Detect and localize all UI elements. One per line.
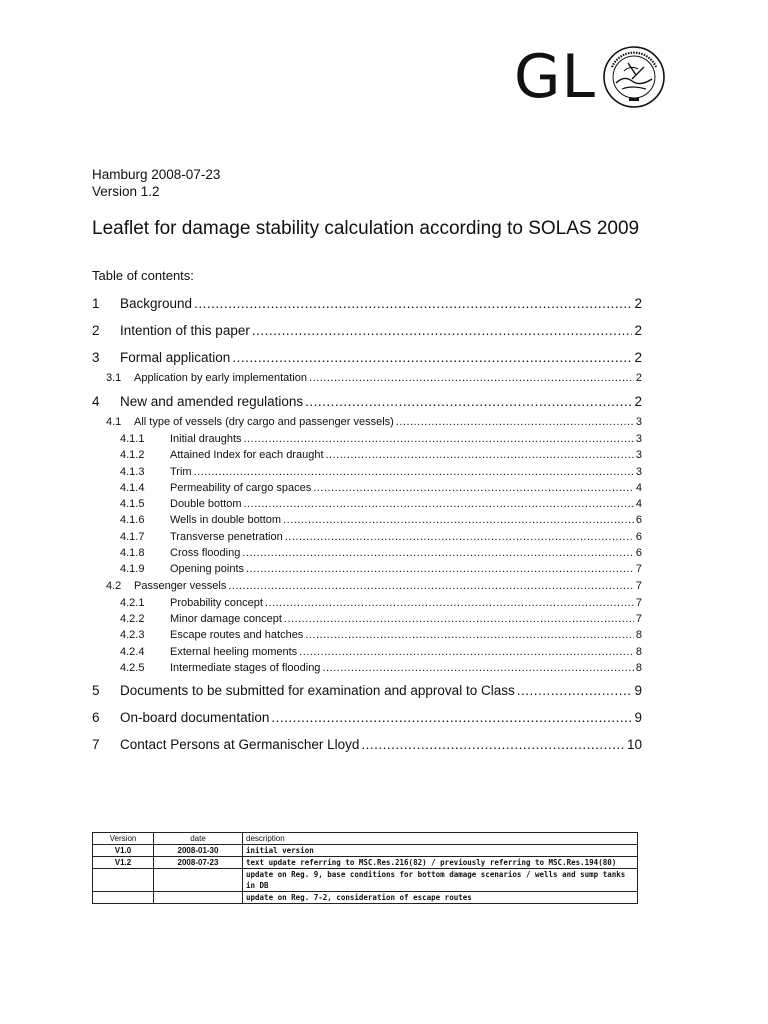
toc-entry-title: Intermediate stages of flooding <box>170 661 321 674</box>
toc-entry-title: Double bottom <box>170 498 242 511</box>
toc-entry[interactable] <box>92 480 642 496</box>
toc-entry-title: Background <box>120 296 193 311</box>
toc-entry-page: 3 <box>635 465 642 478</box>
toc-entry-title: Initial draughts <box>170 433 242 445</box>
toc-entry-title: Passenger vessels <box>134 579 227 592</box>
toc-entry-number: 4.1 <box>106 416 122 428</box>
toc-entry[interactable] <box>92 431 642 447</box>
toc-entry-page: 8 <box>635 645 642 658</box>
toc-entry-number: 4 <box>92 394 100 409</box>
toc-entry-title: Contact Persons at Germanischer Lloyd <box>120 737 360 753</box>
cell-description: text update referring to MSC.Res.216(82) / previously referring to MSC.Res.194(80) <box>243 857 638 869</box>
toc-entry-title: Trim <box>170 465 192 478</box>
toc-entry-number: 1 <box>92 296 100 311</box>
toc-entry-title: External heeling moments <box>170 645 298 658</box>
toc-dot-leader <box>232 346 632 370</box>
cell-version <box>93 869 154 892</box>
toc-entry-title: Opening points <box>170 563 244 576</box>
toc-dot-leader <box>283 512 634 528</box>
toc-entry-title: Probability concept <box>170 596 263 609</box>
toc-entry-page: 2 <box>634 323 642 338</box>
toc-entry-title: Escape routes and hatches <box>170 629 304 642</box>
toc-entry-title: All type of vessels (dry cargo and passenger vessels) <box>134 416 394 428</box>
toc-entry[interactable] <box>92 292 642 316</box>
toc-entry-page: 2 <box>634 296 642 311</box>
toc-entry[interactable] <box>92 627 642 643</box>
toc-dot-leader <box>242 545 634 561</box>
toc-entry-title: Documents to be submitted for examination and approval to Class <box>120 683 515 699</box>
toc-entry-number: 4.2 <box>106 579 122 592</box>
toc-entry-number: 7 <box>92 737 100 753</box>
gl-seal-icon <box>602 45 666 109</box>
gl-logo <box>514 44 666 110</box>
toc-dot-leader <box>305 627 634 643</box>
toc-dot-leader <box>326 447 634 463</box>
toc-dot-leader <box>361 733 625 757</box>
cell-date <box>154 892 243 904</box>
toc-entry-page: 9 <box>634 683 642 699</box>
logo-text: GL <box>514 42 596 112</box>
toc-entry[interactable] <box>92 529 642 545</box>
toc-entry[interactable] <box>92 679 642 703</box>
toc-entry-page: 6 <box>635 547 642 560</box>
toc-entry-number: 4.1.7 <box>120 530 145 543</box>
toc-entry[interactable] <box>92 464 642 480</box>
table-row <box>93 869 638 892</box>
toc-entry-page: 2 <box>635 372 642 384</box>
toc-entry[interactable] <box>92 733 642 757</box>
toc-entry[interactable] <box>92 611 642 627</box>
toc-dot-leader <box>299 644 634 660</box>
toc-entry-title: Intention of this paper <box>120 323 250 338</box>
toc-entry-title: Application by early implementation <box>134 372 308 384</box>
toc-entry-page: 6 <box>635 530 642 543</box>
toc-dot-leader <box>285 529 634 545</box>
header-description: description <box>243 833 638 845</box>
toc-entry[interactable] <box>92 644 642 660</box>
toc-entry[interactable] <box>92 496 642 512</box>
toc-entry-number: 4.1.2 <box>120 449 145 462</box>
toc-dot-leader <box>194 292 632 316</box>
toc-entry-number: 2 <box>92 323 100 338</box>
toc-entry-page: 7 <box>635 579 642 592</box>
place-date: Hamburg 2008-07-23 <box>92 167 221 182</box>
toc-entry[interactable] <box>92 370 642 387</box>
toc-dot-leader <box>284 611 634 627</box>
toc-dot-leader <box>228 578 634 595</box>
toc-entry-page: 10 <box>626 737 642 753</box>
toc-entry-title: Cross flooding <box>170 547 241 560</box>
document-meta <box>92 166 220 200</box>
toc-entry-page: 4 <box>635 498 642 511</box>
toc-dot-leader <box>322 660 633 676</box>
table-row <box>93 892 638 904</box>
cell-description: initial version <box>243 845 638 857</box>
toc-entry-number: 4.2.2 <box>120 612 145 625</box>
toc-entry-number: 4.2.5 <box>120 661 145 674</box>
toc-entry-title: Formal application <box>120 350 231 365</box>
toc-entry[interactable] <box>92 512 642 528</box>
toc-entry-number: 4.2.4 <box>120 645 145 658</box>
toc-entry-page: 3 <box>635 433 642 445</box>
toc-entry-number: 4.1.1 <box>120 433 145 445</box>
toc-entry-number: 4.2.3 <box>120 629 145 642</box>
toc-entry-number: 3 <box>92 350 100 365</box>
toc-entry[interactable] <box>92 346 642 370</box>
toc-entry-number: 5 <box>92 683 100 699</box>
toc-entry-number: 4.1.3 <box>120 465 145 478</box>
toc-dot-leader <box>246 561 634 577</box>
toc-dot-leader <box>244 431 634 447</box>
toc-entry[interactable] <box>92 545 642 561</box>
toc-entry[interactable] <box>92 414 642 431</box>
toc-entry-page: 8 <box>635 629 642 642</box>
toc-dot-leader <box>517 679 633 703</box>
toc-dot-leader <box>194 464 634 480</box>
toc-dot-leader <box>305 390 632 414</box>
version-label: Version 1.2 <box>92 184 160 199</box>
toc-dot-leader <box>271 706 632 730</box>
toc-entry-page: 2 <box>634 394 642 409</box>
cell-version <box>93 892 154 904</box>
table-row <box>93 857 638 869</box>
header-date: date <box>154 833 243 845</box>
toc-entry-page: 6 <box>635 514 642 527</box>
toc-entry-page: 9 <box>634 710 642 726</box>
toc-entry[interactable] <box>92 390 642 414</box>
toc-entry-title: Minor damage concept <box>170 612 282 625</box>
toc-entry-page: 8 <box>635 661 642 674</box>
toc-entry-title: Permeability of cargo spaces <box>170 481 312 494</box>
toc-entry-page: 4 <box>635 481 642 494</box>
toc-dot-leader <box>396 414 634 431</box>
toc-entry[interactable] <box>92 561 642 577</box>
toc-entry-page: 7 <box>635 596 642 609</box>
toc-entry-number: 4.1.5 <box>120 498 145 511</box>
toc-entry[interactable] <box>92 595 642 611</box>
toc-entry-title: Attained Index for each draught <box>170 449 324 462</box>
table-of-contents <box>92 292 642 757</box>
toc-entry[interactable] <box>92 319 642 343</box>
toc-entry-title: Transverse penetration <box>170 530 283 543</box>
table-row <box>93 845 638 857</box>
document-title: Leaflet for damage stability calculation according to SOLAS 2009 <box>92 218 640 239</box>
toc-entry-page: 3 <box>635 449 642 462</box>
table-header-row <box>93 833 638 845</box>
toc-entry-number: 4.1.8 <box>120 547 145 560</box>
header-version: Version <box>93 833 154 845</box>
cell-description: update on Reg. 9, base conditions for bottom damage scenarios / wells and sump tanks in DB <box>243 869 638 892</box>
toc-entry-number: 6 <box>92 710 100 726</box>
toc-entry[interactable] <box>92 447 642 463</box>
toc-entry-number: 4.1.9 <box>120 563 145 576</box>
toc-dot-leader <box>244 496 634 512</box>
toc-heading: Table of contents: <box>92 268 194 283</box>
cell-description: update on Reg. 7-2, consideration of escape routes <box>243 892 638 904</box>
cell-date: 2008-07-23 <box>154 857 243 869</box>
toc-entry[interactable] <box>92 578 642 595</box>
version-history-table <box>92 832 638 904</box>
toc-entry-page: 7 <box>635 612 642 625</box>
toc-entry-number: 4.1.6 <box>120 514 145 527</box>
toc-entry-number: 3.1 <box>106 372 122 384</box>
toc-entry-number: 4.2.1 <box>120 596 145 609</box>
toc-entry-title: On-board documentation <box>120 710 270 726</box>
toc-entry-title: Wells in double bottom <box>170 514 282 527</box>
toc-dot-leader <box>252 319 633 343</box>
toc-dot-leader <box>265 595 634 611</box>
toc-entry-number: 4.1.4 <box>120 481 145 494</box>
toc-entry-page: 7 <box>635 563 642 576</box>
toc-entry-page: 2 <box>634 350 642 365</box>
toc-dot-leader <box>313 480 634 496</box>
toc-entry[interactable] <box>92 706 642 730</box>
toc-dot-leader <box>309 370 634 387</box>
toc-entry-title: New and amended regulations <box>120 394 304 409</box>
cell-version: V1.2 <box>93 857 154 869</box>
toc-entry-page: 3 <box>635 416 642 428</box>
toc-entry[interactable] <box>92 660 642 676</box>
cell-version: V1.0 <box>93 845 154 857</box>
cell-date <box>154 869 243 892</box>
cell-date: 2008-01-30 <box>154 845 243 857</box>
